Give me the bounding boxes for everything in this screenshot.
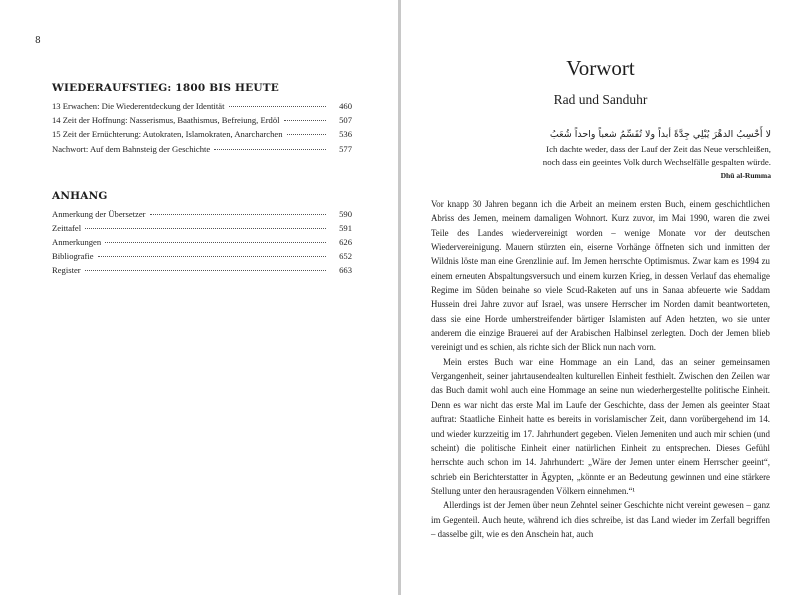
- toc-part-heading: WIEDERAUFSTIEG: 1800 BIS HEUTE: [52, 82, 279, 94]
- toc-entry-page: 652: [339, 251, 352, 261]
- toc-nachwort: [52, 142, 352, 156]
- leader-dots: [105, 242, 326, 243]
- toc-entry-page: 577: [339, 144, 352, 154]
- toc-entry-title: Register: [52, 265, 81, 275]
- toc-entry: [52, 127, 352, 141]
- epigraph: [501, 128, 771, 183]
- toc-entry: [52, 221, 352, 235]
- toc-part-section: [52, 82, 352, 141]
- leader-dots: [98, 256, 326, 257]
- body-text: [431, 197, 770, 541]
- toc-entry-page: 536: [339, 129, 352, 139]
- toc-entry-title: 15 Zeit der Ernüchterung: Autokraten, Islamokraten, Anarcharchen: [52, 129, 283, 139]
- toc-entry-title: 13 Erwachen: Die Wiederentdeckung der Identität: [52, 101, 225, 111]
- toc-entry-title: Anmerkungen: [52, 237, 102, 247]
- paragraph: Mein erstes Buch war eine Hommage an ein Land, das an seiner gemeinsamen Vergangenheit, seiner jahrtausendealten kulturellen Einheit festhielt. Zwischen den Zeilen war das Buch damit wohl auch eine Hommage an seine nun wiederhergestellte politische Einheit. Denn es war nicht das erste Mal im Laufe der Geschichte, dass der Jemen als geeinter Staat auftrat: Staatliche Einheit hatte es bereits in vorislamischer Zeit, dann vorübergehend im 14. und wieder kurzzeitig im 17. Jahrhundert gegeben. Vielen Jemeniten und auch mir schien (und scheint) die politische Einheit einer natürlichen Einheit zu entsprechen. Dieses Gefühl herrschte auch schon im 14. Jahrhundert: „Wäre der Jemen unter einem Herrscher geeint“, schrieb ein Berichterstatter in Ägypten, „könnte er an Bedeutung gewinnen und eine stärkere Stellung unter den herausragenden Völkern einnehmen.“¹: [431, 356, 770, 496]
- toc-entry: [52, 207, 352, 221]
- epigraph-arabic: لا أَحْسِبُ الدهْرَ يُبْلِي جِدَّةً أبداً ولا تُقَسِّمُ شعباً واحداً شُعَبُ: [549, 129, 771, 140]
- leader-dots: [229, 106, 327, 107]
- toc-entry-title: Bibliografie: [52, 251, 94, 261]
- paragraph: Vor knapp 30 Jahren begann ich die Arbeit an meinem ersten Buch, einem geschichtlichen Abriss des Jemen, meinem damaligen Wohnort. Kurz zuvor, im Mai 1990, waren die zwei Teile des Landes wiedervereinigt worden – wenige Monate vor der deutschen Wiedervereinigung. Mauern stürzten ein, eiserne Vorhänge öffneten sich und inmitten der Wildnis löste man eine Grenzlinie auf. Im Jemen herrschte Optimismus. Zwar kam es 1994 zu einem erneuten Abspaltungsversuch und einem kurzen Krieg, in dessen Verlauf das ehemalige Regime im Süden beinahe so viele Scud-Raketen auf uns in Sanaa abfeuerte wie Saddam Hussein drei Jahre zuvor auf Israel, was unsere Herrscher im Norden damit beantworteten, dass sie eine Horde umherstreifender bärtiger Islamisten auf Aden hetzten, wo sie unter anderem die einzige Brauerei auf der Arabischen Halbinsel zerlegten. Doch der Jemen blieb vereinigt und es schien, als richte sich der Blick nun nach vorn.: [431, 199, 770, 353]
- leader-dots: [85, 228, 326, 229]
- toc-entry-page: 626: [339, 237, 352, 247]
- leader-dots: [150, 214, 326, 215]
- epigraph-translation-line: noch dass ein geeintes Volk durch Wechselfälle gespalten würde.: [542, 156, 771, 167]
- left-page: [0, 0, 398, 595]
- toc-entry-page: 663: [339, 265, 352, 275]
- toc-entry: [52, 249, 352, 263]
- toc-entry-page: 460: [339, 101, 352, 111]
- toc-entry: [52, 142, 352, 156]
- toc-anhang-heading: ANHANG: [52, 190, 108, 202]
- toc-entry: [52, 263, 352, 277]
- toc-anhang-section: [52, 190, 352, 277]
- toc-entry-page: 590: [339, 209, 352, 219]
- epigraph-author: Dhū al-Rumma: [720, 171, 771, 180]
- leader-dots: [85, 270, 326, 271]
- toc-entry-page: 507: [339, 115, 352, 125]
- page-number: 8: [35, 36, 41, 46]
- toc-entry-title: 14 Zeit der Hoffnung: Nasserismus, Baathismus, Befreiung, Erdöl: [52, 115, 280, 125]
- toc-entry-page: 591: [339, 223, 352, 233]
- epigraph-translation-line: Ich dachte weder, dass der Lauf der Zeit das Neue verschleißen,: [546, 144, 771, 154]
- toc-entry: [52, 113, 352, 127]
- toc-entry: [52, 99, 352, 113]
- leader-dots: [287, 134, 326, 135]
- paragraph: Allerdings ist der Jemen über neun Zehntel seiner Geschichte nicht vereint gewesen – ganz im Gegenteil. Auch heute, während ich dies schreibe, ist das Land wieder im Zerfall begriffen – dasselbe gilt, wie es den Anschein hat, auch: [431, 500, 770, 539]
- toc-entry-title: Anmerkung der Übersetzer: [52, 209, 146, 219]
- leader-dots: [284, 120, 326, 121]
- toc-entry-title: Zeittafel: [52, 223, 82, 233]
- toc-entry-title: Nachwort: Auf dem Bahnsteig der Geschichte: [52, 144, 211, 154]
- leader-dots: [214, 149, 326, 150]
- toc-entry: [52, 235, 352, 249]
- chapter-subtitle: Rad und Sanduhr: [553, 92, 648, 107]
- chapter-title: Vorwort: [566, 56, 635, 80]
- right-page: [401, 0, 800, 595]
